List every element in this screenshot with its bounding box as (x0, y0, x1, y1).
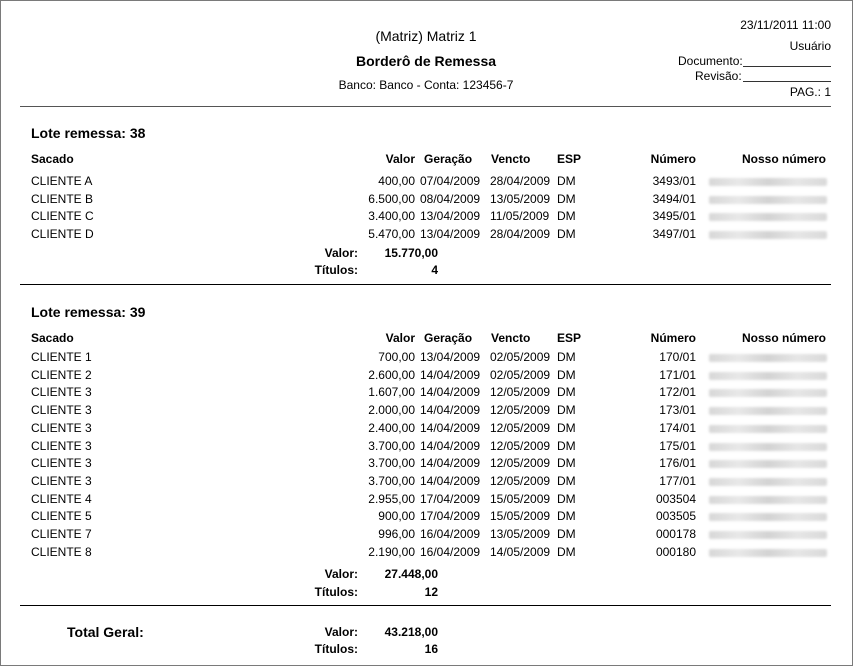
cell-valor: 900,00 (378, 509, 415, 524)
cell-numero: 003504 (655, 491, 696, 506)
cell-vencto: 13/05/2009 (490, 527, 551, 541)
cell-geracao: 16/04/2009 (420, 544, 481, 559)
total-valor: 27.448,00 (384, 567, 438, 581)
total-titulos: 12 (424, 585, 438, 599)
cell-geracao: 14/04/2009 (420, 473, 481, 488)
cell-vencto: 12/05/2009 (490, 456, 551, 471)
cell-esp: DM (557, 174, 576, 188)
cell-valor: 1.607,00 (368, 385, 415, 400)
cell-numero: 3494/01 (652, 191, 696, 206)
col-nosso-numero: Nosso número (741, 331, 826, 345)
grand-total-titulos: 16 (424, 642, 438, 656)
cell-geracao: 14/04/2009 (420, 367, 481, 382)
column-header-row (1, 152, 852, 170)
cell-vencto: 12/05/2009 (490, 420, 551, 435)
total-titulos: 4 (431, 263, 438, 277)
col-sacado: Sacado (31, 331, 74, 345)
col-numero: Número (650, 331, 696, 345)
col-geracao: Geração (424, 331, 473, 345)
lote-divider (20, 605, 831, 606)
cell-geracao: 17/04/2009 (420, 491, 481, 506)
total-titulos-label: Títulos: (314, 263, 358, 277)
redacted-nosso-numero (709, 178, 827, 186)
cell-vencto: 28/04/2009 (490, 227, 551, 242)
cell-vencto: 02/05/2009 (490, 367, 551, 382)
cell-geracao: 07/04/2009 (420, 174, 481, 188)
lote-title: Lote remessa: 39 (31, 304, 146, 320)
cell-valor: 700,00 (378, 350, 415, 364)
cell-geracao: 14/04/2009 (420, 403, 481, 418)
cell-numero: 171/01 (659, 367, 696, 382)
cell-valor: 2.955,00 (368, 491, 415, 506)
cell-sacado: CLIENTE 3 (31, 403, 92, 418)
cell-geracao: 16/04/2009 (420, 527, 481, 541)
cell-sacado: CLIENTE 8 (31, 544, 92, 559)
total-valor: 15.770,00 (384, 246, 438, 260)
cell-geracao: 13/04/2009 (420, 350, 481, 364)
cell-numero: 3493/01 (652, 174, 696, 188)
redacted-nosso-numero (709, 372, 827, 380)
redacted-nosso-numero (709, 213, 827, 221)
redacted-nosso-numero (709, 354, 827, 362)
cell-geracao: 14/04/2009 (420, 456, 481, 471)
cell-vencto: 15/05/2009 (490, 509, 551, 524)
cell-vencto: 02/05/2009 (490, 350, 551, 364)
table-row (1, 492, 852, 510)
cell-esp: DM (557, 420, 576, 435)
cell-numero: 3495/01 (652, 209, 696, 224)
cell-geracao: 17/04/2009 (420, 509, 481, 524)
cell-sacado: CLIENTE B (31, 191, 94, 206)
col-vencto: Vencto (491, 152, 531, 166)
redacted-nosso-numero (709, 407, 827, 415)
cell-sacado: CLIENTE 2 (31, 367, 92, 382)
cell-sacado: CLIENTE 1 (31, 350, 92, 364)
grand-total-titulos-label: Títulos: (314, 642, 358, 656)
revisao-line (743, 81, 831, 82)
table-row (1, 174, 852, 192)
table-row (1, 527, 852, 545)
cell-sacado: CLIENTE 7 (31, 527, 92, 541)
cell-sacado: CLIENTE A (31, 174, 93, 188)
cell-esp: DM (557, 509, 576, 524)
table-row (1, 192, 852, 210)
cell-vencto: 13/05/2009 (490, 191, 551, 206)
table-row (1, 385, 852, 403)
lote-title: Lote remessa: 38 (31, 125, 146, 141)
cell-vencto: 12/05/2009 (490, 385, 551, 400)
cell-sacado: CLIENTE D (31, 227, 94, 242)
table-row (1, 421, 852, 439)
grand-total-valor: 43.218,00 (384, 625, 438, 639)
table-row (1, 350, 852, 368)
cell-sacado: CLIENTE 3 (31, 473, 92, 488)
cell-geracao: 14/04/2009 (420, 385, 481, 400)
cell-geracao: 13/04/2009 (420, 227, 481, 242)
table-row (1, 403, 852, 421)
cell-esp: DM (557, 350, 576, 364)
cell-esp: DM (557, 527, 576, 541)
cell-sacado: CLIENTE C (31, 209, 94, 224)
cell-vencto: 12/05/2009 (490, 473, 551, 488)
cell-geracao: 08/04/2009 (420, 191, 481, 206)
cell-valor: 5.470,00 (368, 227, 415, 242)
redacted-nosso-numero (709, 531, 827, 539)
lote-divider (20, 284, 831, 285)
table-row (1, 474, 852, 492)
total-valor-label: Valor: (324, 567, 358, 581)
grand-total-label: Total Geral: (67, 624, 144, 640)
redacted-nosso-numero (709, 513, 827, 521)
cell-geracao: 13/04/2009 (420, 209, 481, 224)
redacted-nosso-numero (709, 425, 827, 433)
col-vencto: Vencto (491, 331, 531, 345)
cell-numero: 000178 (655, 527, 696, 541)
cell-valor: 2.400,00 (368, 420, 415, 435)
col-esp: ESP (557, 152, 582, 166)
cell-numero: 172/01 (659, 385, 696, 400)
cell-esp: DM (557, 191, 576, 206)
cell-numero: 174/01 (659, 420, 696, 435)
revisao-label: Revisão: (695, 69, 742, 83)
cell-valor: 2.190,00 (368, 544, 415, 559)
cell-esp: DM (557, 438, 576, 453)
documento-label: Documento: (678, 54, 743, 68)
cell-geracao: 14/04/2009 (420, 420, 481, 435)
col-nosso-numero: Nosso número (741, 152, 826, 166)
cell-valor: 400,00 (378, 174, 415, 188)
grand-total-valor-label: Valor: (324, 625, 358, 639)
cell-numero: 175/01 (659, 438, 696, 453)
documento-line (743, 66, 831, 67)
cell-esp: DM (557, 473, 576, 488)
cell-esp: DM (557, 544, 576, 559)
cell-vencto: 11/05/2009 (490, 209, 550, 224)
redacted-nosso-numero (709, 549, 827, 557)
page-number: PAG.: 1 (789, 85, 831, 99)
col-geracao: Geração (424, 152, 473, 166)
cell-valor: 3.700,00 (368, 438, 415, 453)
cell-valor: 3.700,00 (368, 456, 415, 471)
total-valor-label: Valor: (324, 246, 358, 260)
report-datetime: 23/11/2011 11:00 (740, 18, 831, 32)
cell-sacado: CLIENTE 3 (31, 420, 92, 435)
redacted-nosso-numero (709, 389, 827, 397)
col-valor: Valor (385, 331, 415, 345)
report-user: Usuário (789, 39, 831, 53)
redacted-nosso-numero (709, 478, 827, 486)
cell-vencto: 12/05/2009 (490, 403, 551, 418)
col-esp: ESP (557, 331, 582, 345)
cell-valor: 996,00 (378, 527, 415, 541)
table-row (1, 439, 852, 457)
table-row (1, 209, 852, 227)
table-row (1, 456, 852, 474)
header-divider (20, 106, 831, 107)
redacted-nosso-numero (709, 196, 827, 204)
cell-esp: DM (557, 456, 576, 471)
redacted-nosso-numero (709, 460, 827, 468)
table-row (1, 545, 852, 563)
bank-line: Banco: Banco - Conta: 123456-7 (338, 78, 514, 92)
cell-valor: 3.400,00 (368, 209, 415, 224)
table-row (1, 509, 852, 527)
cell-valor: 6.500,00 (368, 191, 415, 206)
total-titulos-label: Títulos: (314, 585, 358, 599)
cell-numero: 176/01 (659, 456, 696, 471)
company-name: (Matriz) Matriz 1 (375, 28, 477, 44)
column-header-row (1, 331, 852, 349)
cell-esp: DM (557, 403, 576, 418)
cell-numero: 000180 (655, 544, 696, 559)
cell-esp: DM (557, 385, 576, 400)
cell-numero: 3497/01 (652, 227, 696, 242)
cell-sacado: CLIENTE 3 (31, 385, 92, 400)
cell-numero: 003505 (655, 509, 696, 524)
cell-valor: 2.000,00 (368, 403, 415, 418)
cell-numero: 170/01 (659, 350, 696, 364)
col-numero: Número (650, 152, 696, 166)
col-sacado: Sacado (31, 152, 74, 166)
report-title: Borderô de Remessa (355, 53, 497, 69)
cell-vencto: 15/05/2009 (490, 491, 551, 506)
redacted-nosso-numero (709, 231, 827, 239)
cell-valor: 3.700,00 (368, 473, 415, 488)
cell-esp: DM (557, 227, 576, 242)
cell-valor: 2.600,00 (368, 367, 415, 382)
cell-vencto: 12/05/2009 (490, 438, 551, 453)
cell-sacado: CLIENTE 5 (31, 509, 92, 524)
cell-vencto: 14/05/2009 (490, 544, 551, 559)
cell-sacado: CLIENTE 3 (31, 438, 92, 453)
table-row (1, 368, 852, 386)
cell-sacado: CLIENTE 4 (31, 491, 92, 506)
redacted-nosso-numero (709, 443, 827, 451)
cell-esp: DM (557, 209, 576, 224)
cell-vencto: 28/04/2009 (490, 174, 551, 188)
redacted-nosso-numero (709, 496, 827, 504)
table-row (1, 227, 852, 245)
cell-numero: 177/01 (659, 473, 696, 488)
cell-esp: DM (557, 491, 576, 506)
col-valor: Valor (385, 152, 415, 166)
cell-sacado: CLIENTE 3 (31, 456, 92, 471)
cell-esp: DM (557, 367, 576, 382)
cell-geracao: 14/04/2009 (420, 438, 481, 453)
cell-numero: 173/01 (659, 403, 696, 418)
